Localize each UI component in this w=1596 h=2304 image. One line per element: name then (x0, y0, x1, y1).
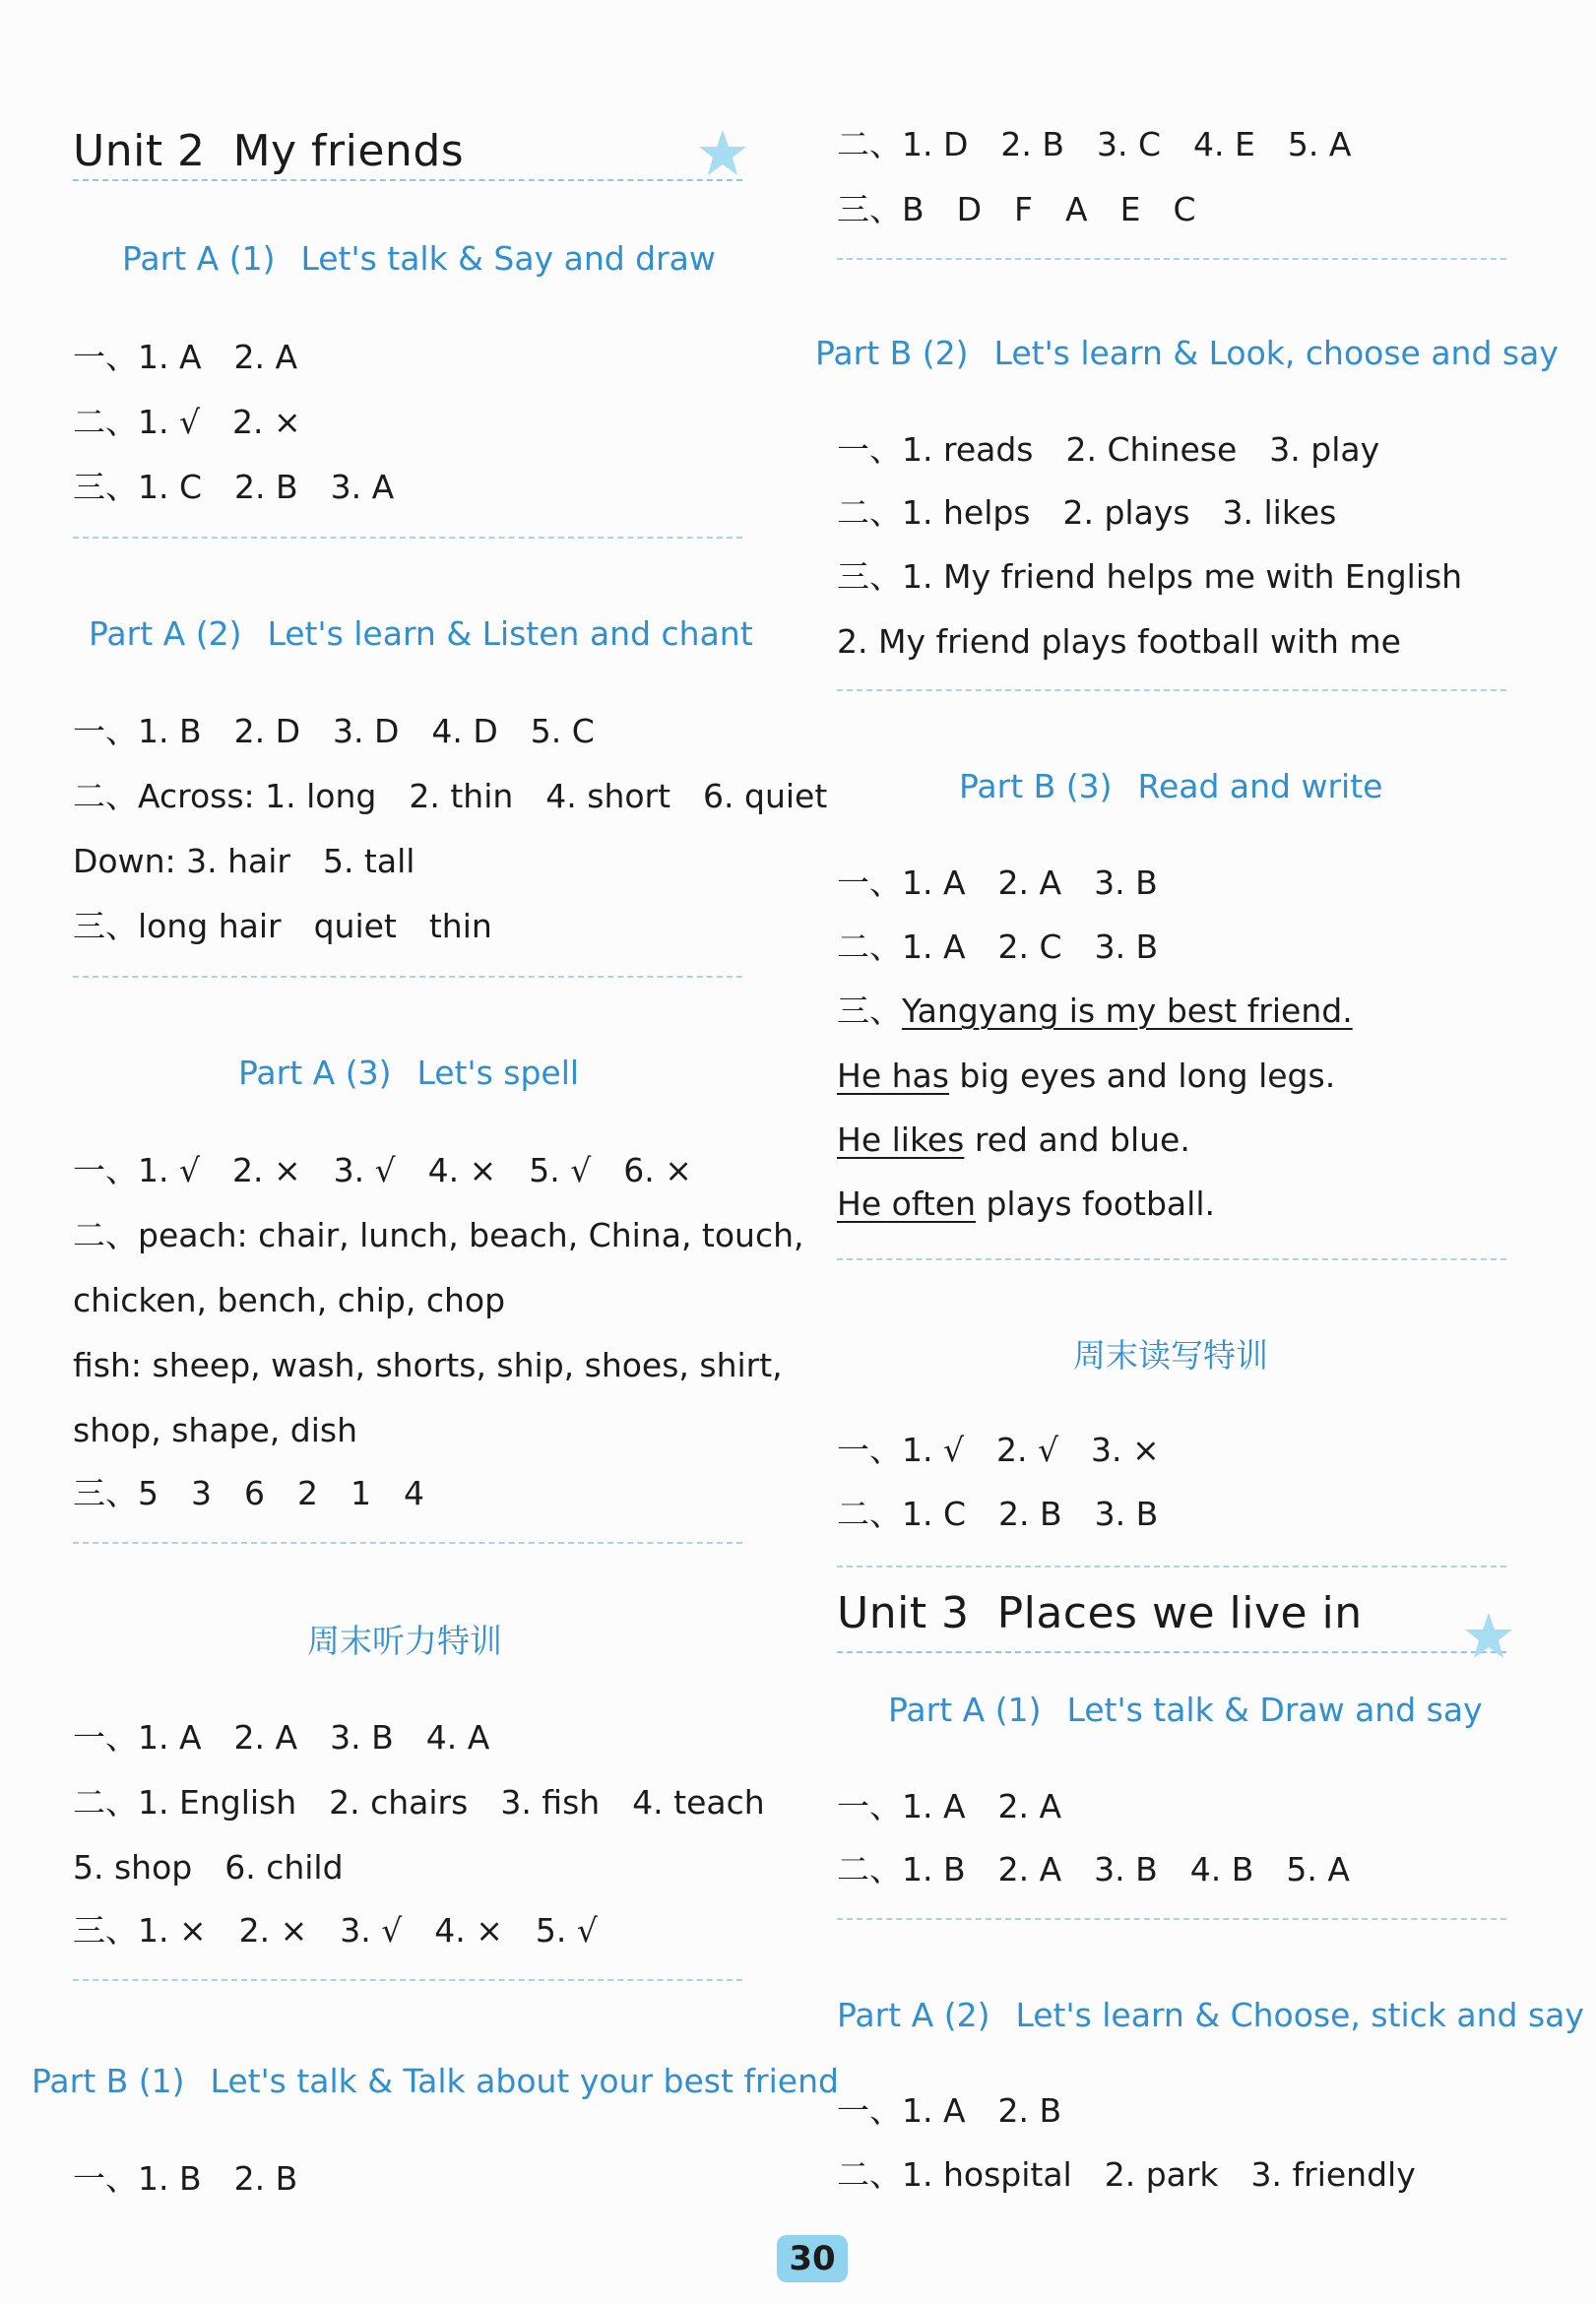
unit-3-title (837, 1588, 1363, 1638)
answer-line: 三、1. × 2. × 3. √ 4. × 5. √ (73, 1911, 598, 1950)
u3-part-a1-heading (888, 1691, 1483, 1729)
unit-3-label: Unit 3 (837, 1588, 970, 1638)
star-icon (1463, 1611, 1514, 1662)
answer-line: 5. shop 6. child (73, 1848, 344, 1887)
weekend-reading-writing-heading: 周末读写特训 (1073, 1336, 1268, 1375)
answer-line: 一、1. A 2. A 3. B (837, 864, 1158, 902)
u3-part-a1-title: Let's talk & Draw and say (1066, 1691, 1483, 1729)
u3-part-a2-heading (837, 1996, 1584, 2034)
part-a1-title: Let's talk & Say and draw (300, 239, 716, 278)
section-divider (73, 1542, 742, 1544)
u3-part-a1-label: Part A (1) (888, 1691, 1042, 1729)
part-a3-heading (238, 1054, 580, 1092)
answer-line: 二、1. √ 2. × (73, 403, 301, 441)
part-b1-title: Let's talk & Talk about your best friend (210, 2062, 839, 2100)
u3-part-a2-title: Let's learn & Choose, stick and say (1015, 1996, 1584, 2034)
answer-line: 三、long hair quiet thin (73, 907, 492, 945)
part-b1-label: Part B (1) (32, 2062, 185, 2100)
answer-line: 二、1. B 2. A 3. B 4. B 5. A (837, 1850, 1350, 1888)
answer-line: 三、5 3 6 2 1 4 (73, 1474, 424, 1512)
writing-line: He has big eyes and long legs. (837, 1056, 1336, 1095)
part-a3-label: Part A (3) (238, 1054, 392, 1092)
answer-line: 三、B D F A E C (837, 190, 1196, 228)
section-divider (73, 976, 742, 978)
part-b2-title: Let's learn & Look, choose and say (993, 334, 1559, 372)
part-a2-heading (89, 614, 753, 653)
answer-line: 一、1. √ 2. × 3. √ 4. × 5. √ 6. × (73, 1151, 692, 1189)
part-a1-label: Part A (1) (122, 239, 276, 278)
u3-part-a2-label: Part A (2) (837, 1996, 990, 2034)
answer-line: 三、1. C 2. B 3. A (73, 468, 395, 506)
answer-line: chicken, bench, chip, chop (73, 1281, 506, 1319)
part-a2-title: Let's learn & Listen and chant (267, 614, 753, 653)
answer-line: 二、1. hospital 2. park 3. friendly (837, 2155, 1416, 2194)
section-divider (837, 1566, 1506, 1568)
part-b2-label: Part B (2) (815, 334, 969, 372)
section-divider (73, 537, 742, 539)
section-divider (837, 689, 1506, 691)
part-a3-title: Let's spell (416, 1054, 580, 1092)
answer-line: 一、1. A 2. A (837, 1787, 1062, 1825)
unit-3-name: Places we live in (996, 1588, 1363, 1638)
part-b1-heading (32, 2062, 839, 2100)
part-b2-heading (815, 334, 1559, 372)
writing-line: He likes red and blue. (837, 1120, 1190, 1159)
answer-line: 2. My friend plays football with me (837, 622, 1401, 661)
answer-line: 一、1. B 2. B (73, 2159, 298, 2198)
answer-line: 一、1. A 2. A (73, 338, 298, 376)
answer-line: Down: 3. hair 5. tall (73, 842, 415, 880)
weekend-listening-heading: 周末听力特训 (307, 1622, 502, 1660)
section-divider (837, 1918, 1506, 1920)
unit-3-divider (837, 1651, 1506, 1653)
part-b3-label: Part B (3) (959, 767, 1113, 805)
unit-2-name: My friends (232, 126, 465, 176)
answer-line: shop, shape, dish (73, 1411, 358, 1449)
answer-line: 二、1. D 2. B 3. C 4. E 5. A (837, 125, 1352, 163)
page-number: 30 (777, 2235, 848, 2282)
writing-line: He often plays football. (837, 1184, 1215, 1223)
part-b3-heading (959, 767, 1383, 805)
answer-line: 二、1. helps 2. plays 3. likes (837, 493, 1337, 532)
answer-line: fish: sheep, wash, shorts, ship, shoes, shirt, (73, 1346, 783, 1384)
answer-line: 二、1. A 2. C 3. B (837, 928, 1159, 966)
section-divider (837, 258, 1506, 260)
answer-line: 二、Across: 1. long 2. thin 4. short 6. quiet (73, 777, 828, 815)
answer-line: 一、1. √ 2. √ 3. × (837, 1431, 1160, 1469)
section-divider (73, 1979, 742, 1981)
writing-line: 三、Yangyang is my best friend. (837, 992, 1353, 1030)
unit-2-divider (73, 179, 742, 181)
part-a2-label: Part A (2) (89, 614, 242, 653)
unit-2-label: Unit 2 (73, 126, 206, 176)
answer-line: 二、peach: chair, lunch, beach, China, touch, (73, 1216, 804, 1254)
section-divider (837, 1258, 1506, 1260)
star-icon (697, 128, 748, 179)
answer-line: 一、1. reads 2. Chinese 3. play (837, 430, 1380, 469)
answer-line: 一、1. A 2. B (837, 2091, 1062, 2130)
answer-line: 二、1. C 2. B 3. B (837, 1495, 1159, 1533)
answer-line: 一、1. B 2. D 3. D 4. D 5. C (73, 712, 595, 750)
answer-line: 三、1. My friend helps me with English (837, 557, 1463, 596)
part-a1-heading (122, 239, 716, 278)
answer-line: 一、1. A 2. A 3. B 4. A (73, 1718, 490, 1757)
unit-2-title (73, 126, 465, 176)
part-b3-title: Read and write (1137, 767, 1383, 805)
answer-line: 二、1. English 2. chairs 3. fish 4. teach (73, 1783, 765, 1822)
